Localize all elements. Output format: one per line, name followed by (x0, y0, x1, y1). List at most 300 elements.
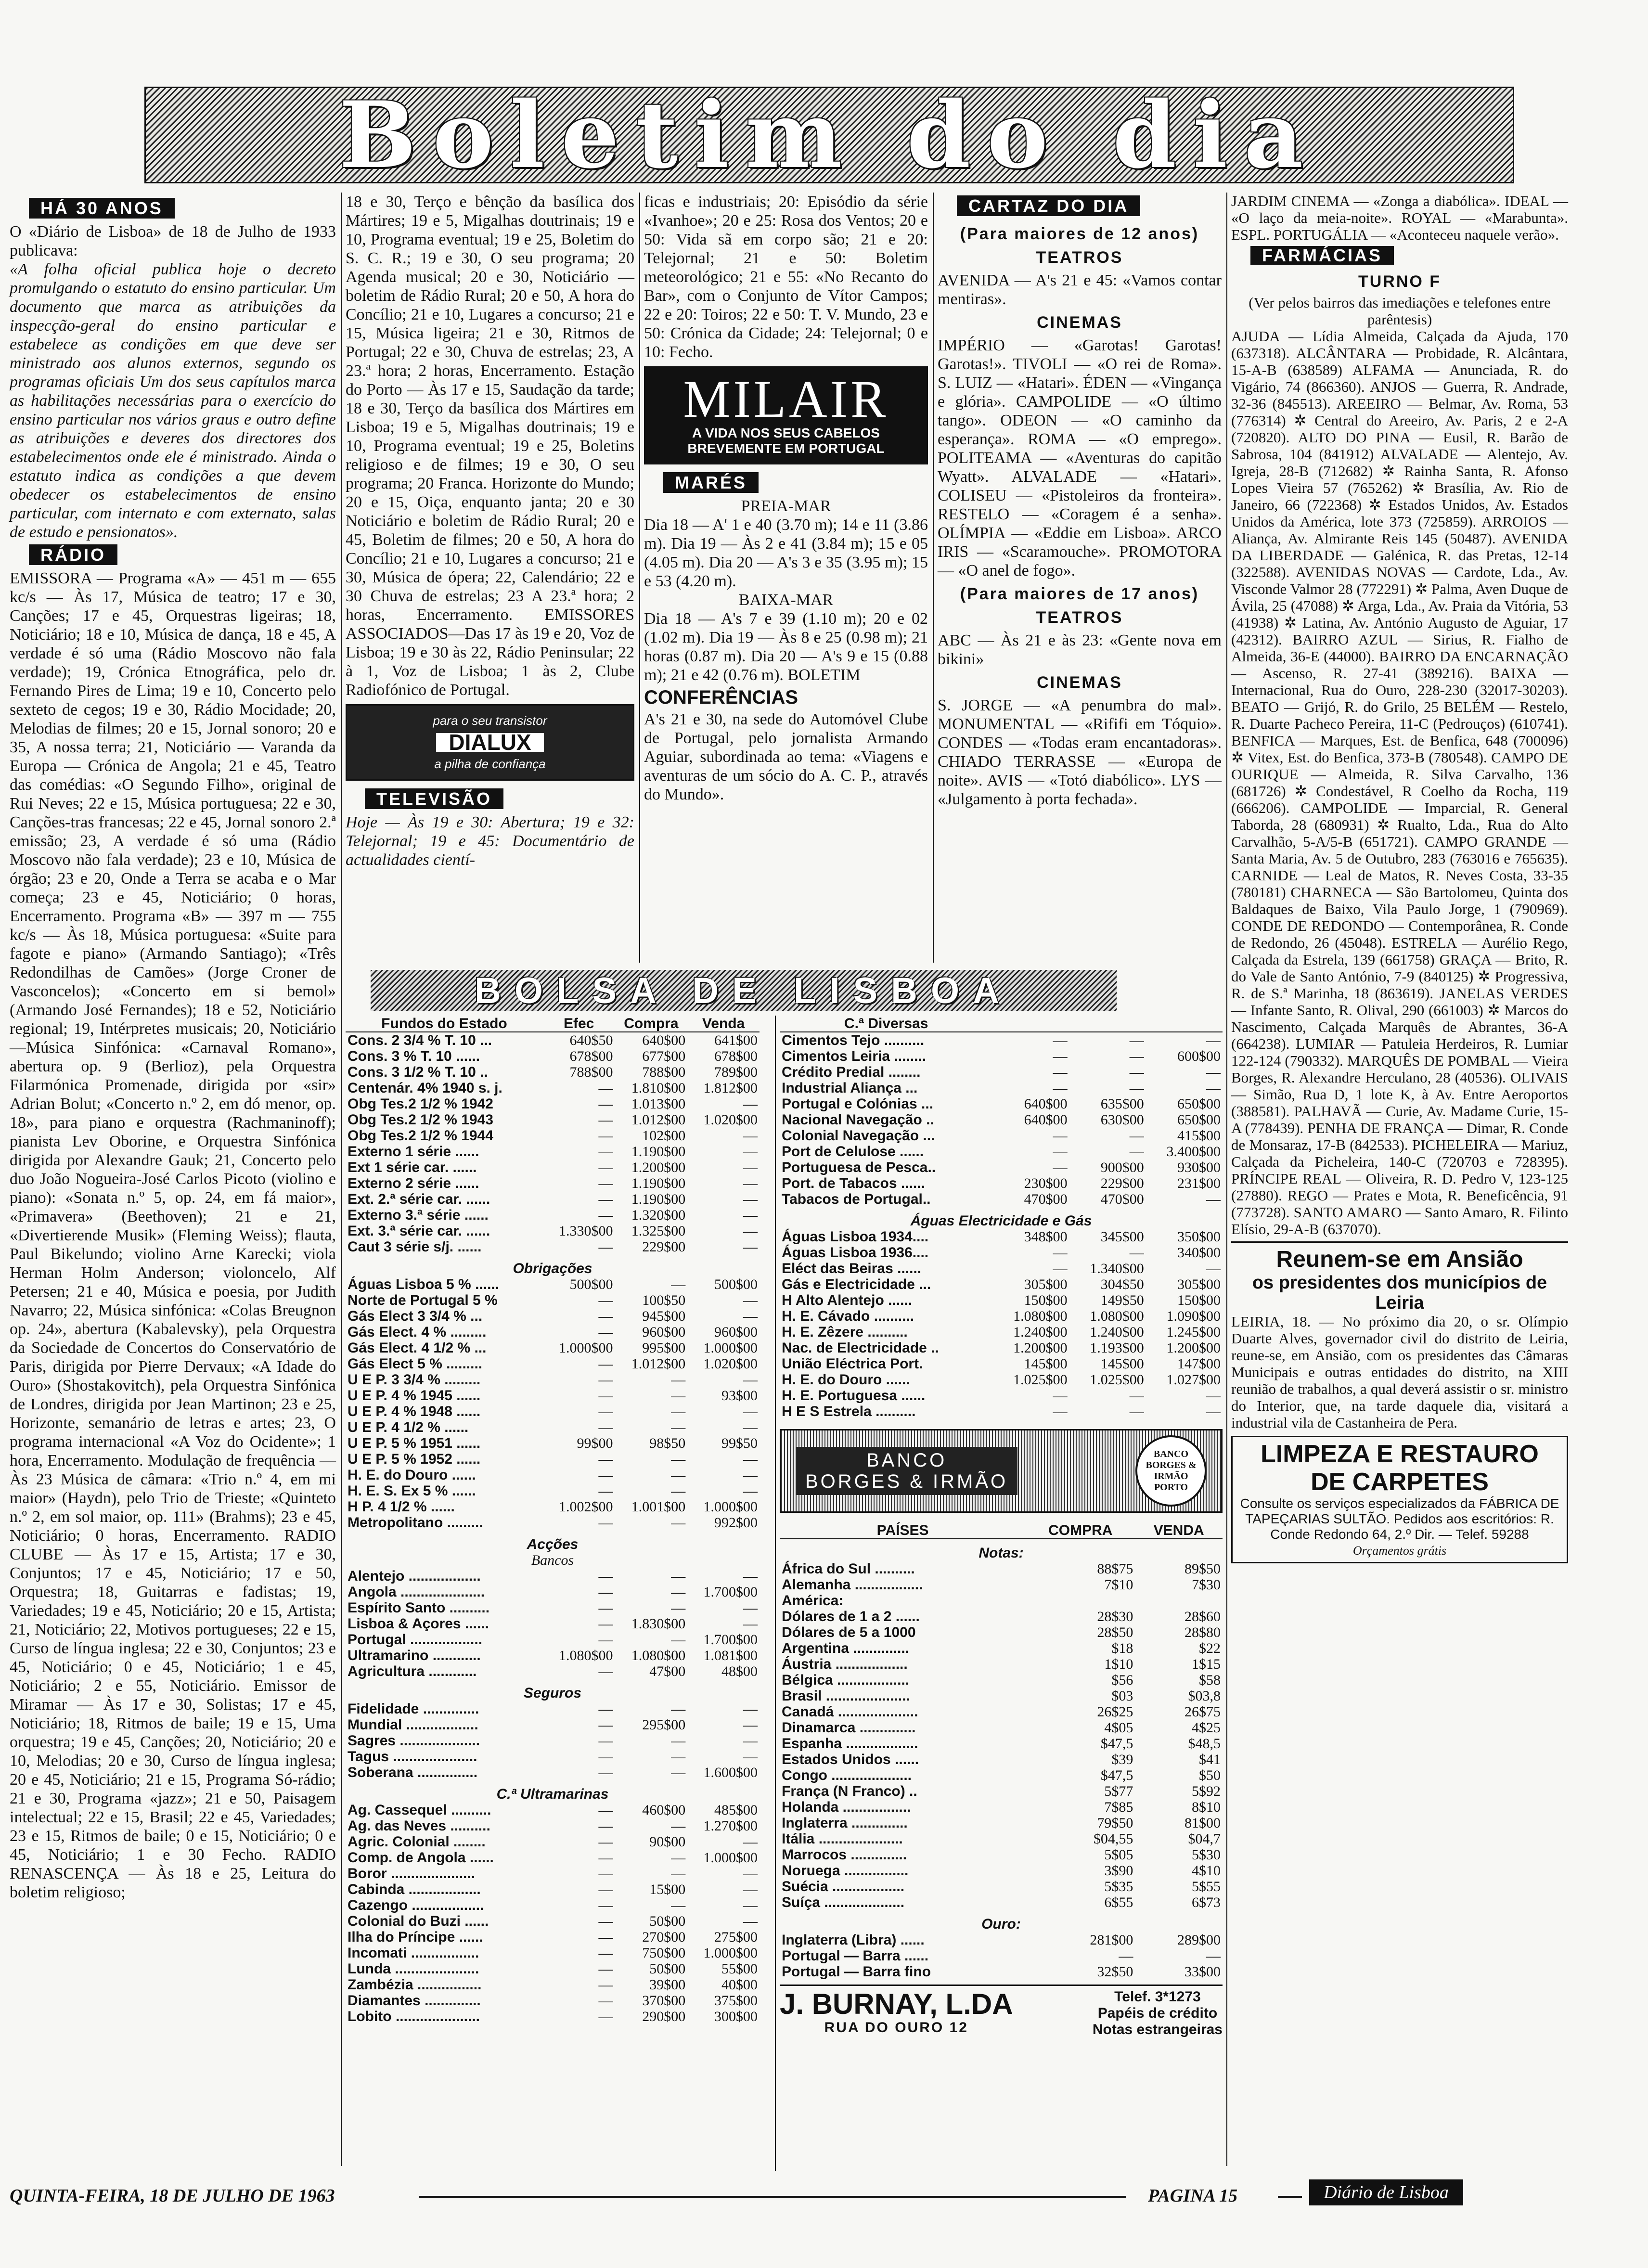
table-cell-value: 788$00 (642, 1064, 686, 1080)
table-cell-value: — (598, 1850, 613, 1866)
table-cell-name: Noruega ................ (782, 1863, 909, 1879)
table-cell-value: 270$00 (642, 1929, 686, 1945)
table-cell-name: América: (782, 1593, 844, 1609)
table-cell-value: — (598, 1292, 613, 1308)
column-header (1146, 1016, 1223, 1032)
table-cell-value: 600$00 (1177, 1048, 1221, 1064)
table-cell-value: 415$00 (1177, 1128, 1221, 1144)
table-cell-name: Alentejo .................. (348, 1568, 481, 1584)
table-cell-value: — (1053, 1245, 1068, 1261)
mares-header: MARÉS (663, 472, 759, 493)
table-cell-value: 750$00 (642, 1945, 686, 1961)
tv-continued: ficas e industriais; 20: Episódio da série «Ivanhoe»; 20 e 25: Rosa dos Ventos; 20 e 50: Vida sã em corpo são; 21 e 20: Telejornal; 21 e 50: Boletim meteorológico; 21 e 55: «No Recanto do Bar», com o Conjunto de Vítor Campos; 22 e 20: Toiros; 22 e 50: T. V. Mundo, 23 e 50: Crónica da Cidade; 24: Telejornal; 0 e 10: Fecho. (644, 193, 928, 361)
table-cell-value: 348$00 (1024, 1229, 1068, 1245)
table-cell-name: Cazengo .................. (348, 1897, 484, 1913)
table-cell-value: — (598, 1144, 613, 1160)
table-cell-name: Congo .................... (782, 1767, 912, 1783)
table-cell-value: 28$50 (1097, 1624, 1133, 1640)
table-cell-value: 48$00 (721, 1663, 758, 1679)
milair-line2: BREVEMENTE EM PORTUGAL (687, 441, 885, 456)
table-cell-value: — (743, 1733, 758, 1749)
table-cell-value: — (671, 1701, 686, 1717)
table-cell-name: Dinamarca .............. (782, 1720, 916, 1736)
table-row (346, 1419, 760, 1435)
table-row (346, 1144, 760, 1160)
table-cell-name: Port de Celulose ...... (782, 1144, 924, 1160)
table-row (780, 1112, 1223, 1128)
table-cell-value: 1.020$00 (703, 1356, 758, 1372)
table-cell-value: — (743, 1897, 758, 1913)
table-cell-value: 1.200$00 (1013, 1340, 1068, 1356)
table-cell-value: — (743, 1881, 758, 1897)
table-cell-value: — (671, 1483, 686, 1499)
column-header (1069, 1016, 1146, 1032)
table-row (346, 1451, 760, 1467)
milair-brand: MILAIR (683, 370, 889, 428)
table-cell-value: — (598, 1717, 613, 1733)
table-row (346, 1515, 760, 1531)
table-cell-value: — (743, 1419, 758, 1435)
table-cell-value: — (598, 1175, 613, 1191)
table-cell-value: 677$00 (642, 1048, 686, 1064)
table-row (346, 1961, 760, 1977)
dialux-top: para o seu transistor (433, 713, 547, 728)
table-row (780, 1175, 1223, 1191)
table-row (780, 1624, 1223, 1640)
footer-logo: Diário de Lisboa (1309, 2179, 1463, 2205)
table-cell-name: Comp. de Angola ...... (348, 1850, 494, 1866)
table-cell-value: 90$00 (649, 1834, 686, 1850)
table-cell-value: 4$05 (1104, 1720, 1133, 1736)
table-row (346, 1239, 760, 1255)
table-row (780, 1261, 1223, 1276)
table-cell-name: Externo 2 série ...... (348, 1175, 479, 1191)
table-cell-value: 1.000$00 (703, 1499, 758, 1515)
table-cell-name: Sagres .................... (348, 1733, 480, 1749)
table-cell-value: — (598, 1913, 613, 1929)
table-row (780, 1340, 1223, 1356)
table-cell-value: — (598, 1483, 613, 1499)
table-cell-value: — (743, 1239, 758, 1255)
table-cell-name: H. E. S. Ex 5 % ...... (348, 1483, 476, 1499)
table-cell-value: — (598, 1663, 613, 1679)
table-group-label: Acções (527, 1536, 579, 1552)
table-cell-value: — (1119, 1948, 1133, 1964)
table-row (780, 1704, 1223, 1720)
table-cell-value: — (598, 1834, 613, 1850)
table-row (780, 1672, 1223, 1688)
column-5 (1231, 193, 1568, 1568)
turno-note: (Ver pelos bairros das imediações e telefones entre parêntesis) (1249, 294, 1551, 328)
table-row (780, 1752, 1223, 1767)
table-cell-value: $03,8 (1188, 1688, 1221, 1704)
table-cell-name: Diamantes .............. (348, 1993, 481, 2009)
conferencias-title: CONFERÊNCIAS (644, 687, 798, 708)
teatros-17-heading: TEATROS (1036, 608, 1123, 627)
table-cell-value: 1.700$00 (703, 1584, 758, 1600)
radio-text: EMISSORA — Programa «A» — 451 m — 655 kc/s — Às 17, Música de teatro; 17 e 30, Canções; 17 e 45, Orquestras ligeiras; 18, Noticiário; 18 e 10, Música de dança, 18 e 45, A verdade é só uma (Rádio Moscovo não fala verdade); 19, Crónica Etnográfica, pelo dr. Fernando Pires de Lima; 19 e 10, Concerto pelo sexteto de cegos; 19 e 30, Rádio Mocidade; 20, Melodias de filmes; 20 e 15, Jornal sonoro; 20 e 35, A nossa terra; 21, Noticiário — Varanda da Europa — Crónica de Angola; 21 e 45, Teatro das comédias: «O Segundo Filho», original de Rui Neves; 22 e 15, Música portuguesa; 22 e 30, Canções-tras francesas; 22 e 45, Jornal sonoro 2.ª emissão; 23, A verdade é só uma (Rádio Moscovo não fala verdade); 23 e 10, Música de órgão; 23 e 20, Onde a Terra se acaba e o Mar começa; 23 e 45, Noticiário; 0 horas, Encerramento. Programa «B» — 397 m — 755 kc/s — Às 18, Música portuguesa: «Suite para fagote e piano» (Armando Santiago); «Três Redondilhas de Camões» (Jorge Croner de Vasconcelos); «Concerto em si bemol» (Armando José Fernandes); 18 e 52, Noticiário regional; 19, Intérpretes musicais; 20, Noticiário —Música Sinfónica: «Carnaval Romano», abertura op. 9 (Berlioz), pela Orquestra Filarmónica Promenade, dirigida por «sir» Adrian Bolut; «Concerto n.º 2, em dó menor, op. 18», para piano e orquestra (Rachmaninoff); pianista Lev Oborine, e Orquestra Sinfónica dirigida por Alexandre Gauk; 21, Concerto pelo duo João Nogueira-José Carlos Picoto (violino e piano): «Sonata n.º 5, op. 24, em fá maior», «Primavera» (Beethoven); 21 e 21, «Divertierende Musik» (Fleming Weiss); flauta, Paul Bikelundo; violino Arne Karecki; viola Herman Holm Anderson; violoncelo, Alf Petersen; 21 e 40, Música e poesia, por Judith Navarro; 22, Música sinfónica: «Colas Breugnon op. 24», abertura (Kabalevsky), pela Orquestra da Sociedade de Concertos do Conservatório de Paris, dirigida por Pierre Dervaux; «A Idade do Ouro» (Shostakovitch), pela Orquestra Sinfónica de Londres, dirigida por Jean Martinon; 23 e 25, Horizonte, semanário de letras e artes; 23, O programa internacional «A Voz do Ocidente»; 1 hora, Encerramento. Modulação de frequência — Às 23 Música de câmara: «Trio n.º 4, em mi maior» (Haydn), pelo Trio de Trieste; «Quinteto n.º 2, em sol maior, op. 111» (Brahms); 23 e 45, Noticiário; 0 horas, Encerramento. RADIO CLUBE — Às 17 e 15, Artista; 17 e 30, Conjuntos; 17 e 45, Noticiário; 17 e 50, Orquestra; 18, Guitarras e fadistas; 19, Variedades; 19 e 45, Noticiário; 20 e 15, Artista; 21, Noticiário; 22, Motivos portugueses; 22 e 15, Curso de língua inglesa; 22 e 30, Conjuntos; 23 e 45, Noticiário; 0 e 45, Noticiário; 1 e 45, Noticiário; 2 e 55, Noticiário. Emissor de Miramar — Às 17 e 30, Solistas; 17 e 45, Noticiário; 18, Ritmos de baile; 19 e 15, Uma orquestra; 19 e 45, Canções; 20, Noticiário; 20 e 10, Melodias; 20 e 30, Curso de língua inglesa; 20 e 45, Noticiário; 21 e 15, Programa Só-rádio; 21 e 30, Programa «jazz»; 21 e 50, Paisagem intelectual; 22 e 15, Brasil; 22 e 45, Variedades; 23 e 15, Ritmos de baile; 0 e 15, Noticiário; 0 e 45, Noticiário; 1 e 30 Fecho. RADIO RENASCENÇA — Às 18 e 25, Leitura do boletim religioso; (10, 569, 336, 1901)
table-row (346, 1499, 760, 1515)
table-cell-name: Tabacos de Portugal.. (782, 1191, 931, 1207)
table-cell-name: Brasil ..................... (782, 1688, 910, 1704)
table-cell-value: — (1129, 1048, 1144, 1064)
table-cell-value: — (598, 1701, 613, 1717)
table-cell-name: Eléct das Beiras ...... (782, 1261, 922, 1276)
banco-text (796, 1447, 1017, 1495)
televisao-header: TELEVISÃO (365, 788, 503, 809)
table-cell-name: Inglaterra .............. (782, 1815, 908, 1831)
table-cell-value: — (1206, 1064, 1221, 1080)
table-group-row (346, 1780, 760, 1802)
table-cell-value: 33$00 (1184, 1964, 1221, 1980)
table-row (780, 1736, 1223, 1752)
table-cell-value: 281$00 (1090, 1932, 1133, 1948)
table-cell-value: 26$25 (1097, 1704, 1133, 1720)
table-cell-value: — (1129, 1388, 1144, 1404)
table-cell-value: — (671, 1733, 686, 1749)
table-cell-value: — (598, 1568, 613, 1584)
table-cell-value: — (1053, 1048, 1068, 1064)
table-cell-value: 98$50 (649, 1435, 686, 1451)
table-cell-value: 147$00 (1177, 1356, 1221, 1372)
table-cell-value: 650$00 (1177, 1112, 1221, 1128)
table-row (780, 1656, 1223, 1672)
table-cell-name: Metropolitano ......... (348, 1515, 483, 1531)
column-header: Efec (543, 1016, 615, 1032)
table-cell-value: — (598, 1080, 613, 1096)
radio-continued: 18 e 30, Terço e bênção da basílica dos Mártires; 19 e 5, Migalhas doutrinais; 19 e 10, Programa eventual; 19 e 25, Boletim do S. C. R.; 19 e 30, O seu programa; 20 Agenda musical; 20 e 30, Noticiário — boletim de Rádio Rural; 20 e 50, A hora do Concílio; 21 e 10, Lugares a concurso; 21 e 15, Música ligeira; 21 e 30, Ritmos de Portugal; 22 e 30, Chuva de estrelas; 23, A 23.ª hora; 2 horas, Encerramento. Estação do Porto — Às 17 e 15, Saudação da tarde; 18 e 30, Terço da basílica dos Mártires em Lisboa; 19 e 5, Migalhas doutrinais; 19 e 10, Programa eventual; 19 e 25, Boletins religioso e de filmes; 19 e 30, O seu programa; 20 Franca. Horizonte do Mundo; 20 e 15, Oiça, enquanto janta; 20 e 30 Noticiário e boletim de Rádio Rural; 20 e 45, Boletim de filmes; 20 e 50, A hora do Concílio; 21 e 10, Lugares a concurso; 21 e 30, Música de ópera; 22, Calendário; 22 e 30 Chuva de estrelas; 23 A 23.ª hora; 2 horas, Encerramento. EMISSORES ASSOCIADOS—Das 17 às 19 e 20, Voz de Lisboa; 19 e 30 às 22, Rádio Peninsular; 22 à 1, Voz de Lisboa; 1 às 2, Clube Radiofónico de Portugal. (346, 193, 634, 699)
table-cell-name: Marrocos .............. (782, 1847, 907, 1863)
burnay-line2: Notas estrangeiras (1092, 2022, 1223, 2037)
table-row (346, 1356, 760, 1372)
table-cell-value: 6$73 (1192, 1894, 1221, 1910)
teatros-12-text: AVENIDA — A's 21 e 45: «Vamos contar mentiras». (938, 271, 1222, 308)
table-cell-value (1026, 1593, 1135, 1609)
table-cell-name: França (N Franco) .. (782, 1783, 917, 1799)
table-cell-name: U E P. 5 % 1952 ...... (348, 1451, 481, 1467)
table-cell-name: Áustria .................. (782, 1656, 908, 1672)
table-cell-value: — (671, 1632, 686, 1648)
table-row (346, 1977, 760, 1993)
table-cell-value: 1$15 (1192, 1656, 1221, 1672)
table-cell-value: — (743, 1866, 758, 1881)
table-row (346, 2009, 760, 2024)
table-cell-value: 470$00 (1024, 1191, 1068, 1207)
table-cell-value: 145$00 (1024, 1356, 1068, 1372)
table-row (780, 1356, 1223, 1372)
table-cell-name: U E P. 3 3/4 % ......... (348, 1372, 481, 1388)
table-cell-name: Externo 1 série ...... (348, 1144, 479, 1160)
reunem-title: Reunem-se em Ansião (1276, 1247, 1523, 1272)
table-cell-value: 1.325$00 (631, 1223, 686, 1239)
table-cell-value: 1.812$00 (703, 1080, 758, 1096)
table-cell-value: 470$00 (1100, 1191, 1144, 1207)
table-cell-value: — (598, 1308, 613, 1324)
table-cell-name: Argentina .............. (782, 1640, 910, 1656)
table-cell-value: 930$00 (1177, 1160, 1221, 1175)
table-cell-value: 229$00 (642, 1239, 686, 1255)
conferencias-text: A's 21 e 30, na sede do Automóvel Clube de Portugal, pelo jornalista Armando Aguiar, subordinada ao tema: «Viagens e aventuras de um sócio do A. C. P., através do Mundo». (644, 710, 928, 803)
table-cell-value: 3$90 (1104, 1863, 1133, 1879)
table-cell-value: 102$00 (642, 1128, 686, 1144)
table-cell-value: 47$00 (649, 1663, 686, 1679)
table-row (346, 1276, 760, 1292)
table-cell-name: Portuguesa de Pesca.. (782, 1160, 936, 1175)
table-cell-value: 640$00 (1024, 1112, 1068, 1128)
table-cell-value: 1.245$00 (1166, 1324, 1221, 1340)
turno-heading: TURNO F (1358, 272, 1442, 291)
table-cell-value: 1.200$00 (631, 1160, 686, 1175)
table-cell-value: — (1129, 1245, 1144, 1261)
column-header: COMPRA (1026, 1522, 1135, 1539)
table-cell-name: Águas Lisboa 1936.... (782, 1245, 929, 1261)
table-cell-name: Ext. 3.ª série car. ...... (348, 1223, 490, 1239)
table-cell-value: 304$50 (1100, 1276, 1144, 1292)
table-cell-value: — (598, 1372, 613, 1388)
table-cell-value: — (598, 1112, 613, 1128)
table-row (346, 1112, 760, 1128)
table-cell-value: 641$00 (714, 1032, 758, 1048)
table-cell-value: 100$50 (642, 1292, 686, 1308)
table-cell-value: 88$75 (1097, 1561, 1133, 1577)
table-cell-value: 345$00 (1100, 1229, 1144, 1245)
table-cell-name: Suécia .................. (782, 1879, 905, 1894)
table-cell-value: — (671, 1584, 686, 1600)
footer-date: QUINTA-FEIRA, 18 DE JULHO DE 1963 (10, 2186, 335, 2206)
table-cell-value: 5$05 (1104, 1847, 1133, 1863)
table-row (346, 1308, 760, 1324)
cinemas-extra-text: JARDIM CINEMA — «Zonga a diabólica». IDEAL — «O laço da meia-noite». ROYAL — «Marabunta». ESPL. PORTUGÁLIA — «Aconteceu naquele verão». (1231, 193, 1568, 243)
table-cell-value: $22 (1199, 1640, 1221, 1656)
table-cell-name: H. E. Portuguesa ...... (782, 1388, 926, 1404)
table-cell-value: 305$00 (1177, 1276, 1221, 1292)
table-row (346, 1340, 760, 1356)
table-cell-value: 1.240$00 (1013, 1324, 1068, 1340)
table-cell-value: 375$00 (714, 1993, 758, 2009)
table-row (346, 1080, 760, 1096)
table-row (780, 1191, 1223, 1207)
table-cell-value: 149$50 (1100, 1292, 1144, 1308)
table-cell-value: 640$00 (1024, 1096, 1068, 1112)
table-cell-value: 1.025$00 (1013, 1372, 1068, 1388)
table-cell-name: Estados Unidos ...... (782, 1752, 919, 1767)
table-cell-value: 1.810$00 (631, 1080, 686, 1096)
table-cell-name: Centenár. 4% 1940 s. j. (348, 1080, 502, 1096)
table-cell-value: — (598, 1160, 613, 1175)
table-cell-name: U E P. 4 % 1945 ...... (348, 1388, 481, 1404)
table-cell-value: 1.002$00 (559, 1499, 613, 1515)
table-cell-value: 1.090$00 (1166, 1308, 1221, 1324)
table-cell-name: Gás Elect 3 3/4 % ... (348, 1308, 483, 1324)
table-cell-value: — (598, 2009, 613, 2024)
para-17-anos: (Para maiores de 17 anos) (960, 585, 1199, 603)
table-cell-value: — (598, 1977, 613, 1993)
table-row (780, 1783, 1223, 1799)
limpeza-advert (1231, 1436, 1568, 1563)
table-cell-name: Ultramarino ............ (348, 1648, 481, 1663)
table-cell-value: 1.240$00 (1090, 1324, 1144, 1340)
table-row (780, 1064, 1223, 1080)
table-cell-value: 39$00 (649, 1977, 686, 1993)
table-row (780, 1561, 1223, 1577)
table-cell-name: Incomati ................. (348, 1945, 479, 1961)
table-cell-value: 300$00 (714, 2009, 758, 2024)
limpeza-title1: LIMPEZA E RESTAURO (1261, 1440, 1539, 1468)
table-row (346, 1175, 760, 1191)
table-row (346, 1749, 760, 1765)
table-cell-value: — (743, 1749, 758, 1765)
table-cell-value: 28$60 (1184, 1609, 1221, 1624)
table-cell-value: — (743, 1600, 758, 1616)
table-cell-value: — (1129, 1080, 1144, 1096)
table-cell-value: 89$50 (1184, 1561, 1221, 1577)
table-cell-value: 1$10 (1104, 1656, 1133, 1672)
table-cell-value: 900$00 (1100, 1160, 1144, 1175)
table-cell-value: 960$00 (642, 1324, 686, 1340)
table-cell-value: 640$50 (569, 1032, 613, 1048)
table-cell-value: — (743, 1913, 758, 1929)
table-cell-value: — (598, 1404, 613, 1419)
table-cell-value: 1.000$00 (703, 1850, 758, 1866)
table-cell-name: Colonial do Buzi ...... (348, 1913, 489, 1929)
table-cell-value: 275$00 (714, 1929, 758, 1945)
dialux-bottom: a pilha de confiança (434, 757, 546, 771)
table-cell-name: Mundial .................. (348, 1717, 478, 1733)
bolsa-right-table (780, 1016, 1223, 2038)
table-cell-name: H Alto Alentejo ...... (782, 1292, 913, 1308)
table-cell-value: — (598, 1388, 613, 1404)
table-cell-value: 635$00 (1100, 1096, 1144, 1112)
preia-mar-text: Dia 18 — A' 1 e 40 (3.70 m); 14 e 11 (3.86 m). Dia 19 — Às 2 e 41 (3.84 m); 15 e 05 (4.05 m). Dia 20 — A's 3 e 35 (3.95 m); 15 e 53 (4.20 m). (644, 516, 928, 590)
table-row (346, 1191, 760, 1207)
table-cell-value: 15$00 (649, 1881, 686, 1897)
table-cell-value: — (1129, 1032, 1144, 1048)
table-row (346, 1834, 760, 1850)
table-cell-value: 1.080$00 (1013, 1308, 1068, 1324)
table-row (780, 1388, 1223, 1404)
baixa-mar-text: Dia 18 — A's 7 e 39 (1.10 m); 20 e 02 (1.02 m). Dia 19 — Às 8 e 25 (0.98 m); 21 horas (0.87 m). Dia 20 — A's 9 e 15 (0.88 m); 21 e 42 (0.76 m). BOLETIM (644, 610, 928, 684)
table-cell-value: — (671, 1749, 686, 1765)
table-cell-name: Cimentos Tejo .......... (782, 1032, 925, 1048)
table-cell-name: Itália ..................... (782, 1831, 903, 1847)
table-row (346, 1324, 760, 1340)
table-row (346, 1765, 760, 1780)
table-cell-value: 1.320$00 (631, 1207, 686, 1223)
table-group-row (346, 1531, 760, 1552)
table-row (780, 1160, 1223, 1175)
table-cell-value: 370$00 (642, 1993, 686, 2009)
table-cell-value: 1.027$00 (1166, 1372, 1221, 1388)
table-row (780, 1964, 1223, 1980)
table-row (780, 1720, 1223, 1736)
table-cell-name: Portugal — Barra ...... (782, 1948, 929, 1964)
table-cell-value: 4$25 (1192, 1720, 1221, 1736)
table-cell-name: Caut 3 série s/j. ...... (348, 1239, 482, 1255)
table-cell-value: 26$75 (1184, 1704, 1221, 1720)
table-cell-value: 1.020$00 (703, 1112, 758, 1128)
table-cell-name: Colonial Navegação ... (782, 1128, 935, 1144)
table-cell-value: — (671, 1467, 686, 1483)
table-cell-value: — (598, 1207, 613, 1223)
table-cell-name: H. E. Zêzere .......... (782, 1324, 908, 1340)
table-cell-value: — (598, 1961, 613, 1977)
table-row (780, 1932, 1223, 1948)
table-row (346, 1467, 760, 1483)
table-row (780, 1767, 1223, 1783)
table-cell-value: — (743, 1223, 758, 1239)
cinemas-17-text: S. JORGE — «A penumbra do mal». MONUMENTAL — «Rififi em Tóquio». CONDES — «Todas eram encantadoras». CHIADO TERRASSE — «Europa de noite». AVIS — «Totó diabólico». LYS — «Julgamento à porta fechada». (938, 696, 1222, 808)
table-cell-value: — (1206, 1948, 1221, 1964)
table-row (780, 1593, 1223, 1609)
bolsa-header (371, 970, 1117, 1011)
table-cell-value: 1.000$00 (703, 1945, 758, 1961)
table-cell-value: — (598, 1897, 613, 1913)
table-cell-value: — (598, 1467, 613, 1483)
table-cell-name: África do Sul .......... (782, 1561, 915, 1577)
table-cell-value: 5$77 (1104, 1783, 1133, 1799)
tv-text: Hoje — Às 19 e 30: Abertura; 19 e 32: Telejornal; 19 e 45: Documentário de actualidades cientí- (346, 813, 634, 869)
table-cell-value: 992$00 (714, 1515, 758, 1531)
table-cell-value: 650$00 (1177, 1096, 1221, 1112)
table-cell-name: Angola ..................... (348, 1584, 485, 1600)
table-cell-value: — (1206, 1404, 1221, 1419)
table-cell-name: Ext. 2.ª série car. ...... (348, 1191, 490, 1207)
table-row (780, 1096, 1223, 1112)
table-cell-value: 1.081$00 (703, 1648, 758, 1663)
table-cell-value: 305$00 (1024, 1276, 1068, 1292)
table-cell-value: — (598, 1866, 613, 1881)
table-cell-value: 1.080$00 (559, 1648, 613, 1663)
table-cell-value: 460$00 (642, 1802, 686, 1818)
table-cell-value: — (598, 1584, 613, 1600)
table-cell-name: Gás e Electricidade ... (782, 1276, 931, 1292)
table-cell-name: Espírito Santo .......... (348, 1600, 490, 1616)
table-row (780, 1292, 1223, 1308)
table-cell-value: — (598, 1993, 613, 2009)
table-cell-value: — (1053, 1128, 1068, 1144)
table-cell-value: — (598, 1616, 613, 1632)
table-cell-value: 1.330$00 (559, 1223, 613, 1239)
cinemas-heading: CINEMAS (1037, 313, 1122, 332)
table-cell-value: — (743, 1372, 758, 1388)
table-cell-value: — (743, 1144, 758, 1160)
table-cell-name: H E S Estrela .......... (782, 1404, 916, 1419)
table-cell-value: 1.193$00 (1090, 1340, 1144, 1356)
table-cell-name: Obg Tes.2 1/2 % 1943 (348, 1112, 493, 1128)
table-cell-value: 485$00 (714, 1802, 758, 1818)
table-row (780, 1863, 1223, 1879)
table-cell-name: Portugal .................. (348, 1632, 483, 1648)
limpeza-text: Consulte os serviços especializados da FÁBRICA DE TAPEÇARIAS SULTÃO. Pedidos aos escritórios: R. Conde Redondo 64, 2.º Dir. — Telef. 59288 (1240, 1496, 1559, 1542)
table-cell-value: $04,7 (1188, 1831, 1221, 1847)
table-cell-value: 99$50 (721, 1435, 758, 1451)
table-cell-value: — (671, 1451, 686, 1467)
table-row (346, 1600, 760, 1616)
table-cell-value: 50$00 (649, 1913, 686, 1929)
baixa-mar-title: BAIXA-MAR (738, 591, 834, 609)
table-row (780, 1276, 1223, 1292)
column-header: Venda (687, 1016, 760, 1032)
table-cell-name: U E P. 4 1/2 % ...... (348, 1419, 469, 1435)
table-cell-name: Agricultura ............ (348, 1663, 477, 1679)
table-cell-value: 79$50 (1097, 1815, 1133, 1831)
table-row (780, 1799, 1223, 1815)
table-cell-name: U E P. 5 % 1951 ...... (348, 1435, 481, 1451)
table-cell-value: 7$30 (1192, 1577, 1221, 1593)
table-cell-value: — (743, 1160, 758, 1175)
table-row (346, 1733, 760, 1749)
table-cell-name: Lunda ..................... (348, 1961, 479, 1977)
